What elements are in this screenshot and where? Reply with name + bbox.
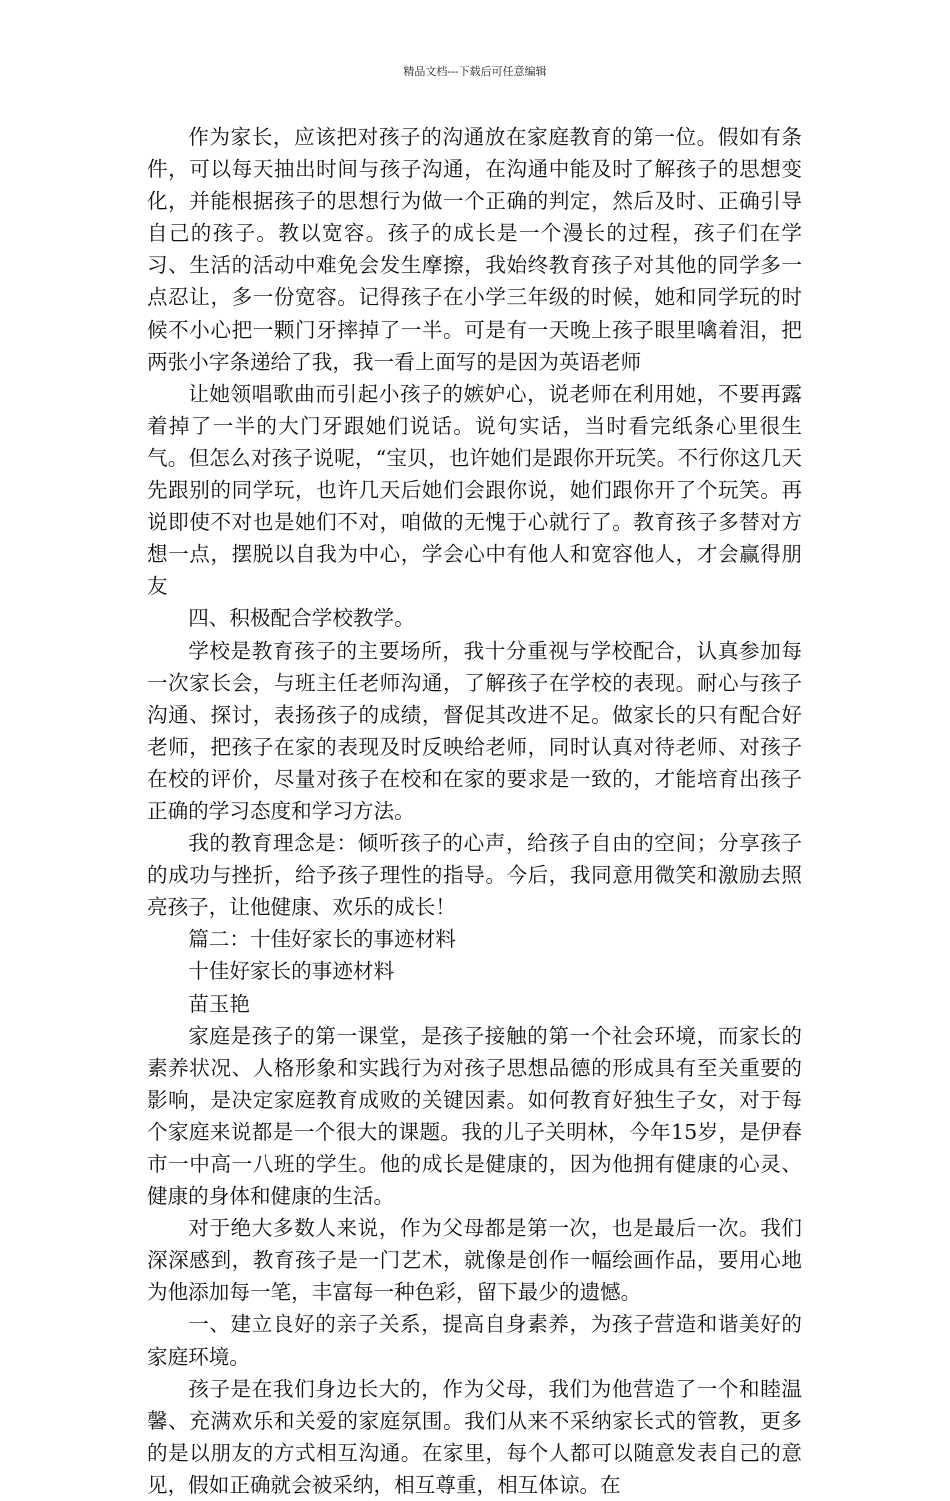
document-body [147,121,802,1501]
section-heading-parent-child-relationship: 一、建立良好的亲子关系，提高自身素养，为孩子营造和谐美好的家庭环境。 [147,1312,802,1369]
paragraph-family-atmosphere: 孩子是在我们身边长大的，作为父母，我们为他营造了一个和睦温馨、充满欢乐和关爱的家庭氛围。我们从来不采纳家长式的管教，更多的是以朋友的方式相互沟通。在家里，每个人都可以随意发表自己的意见，假如正确就会被采纳，相互尊重，相互体谅。在 [147,1376,802,1497]
page-header: 精品文档---下载后可任意编辑 [403,65,547,78]
article-two-title: 十佳好家长的事迹材料 [188,959,395,984]
article-two-heading: 篇二：十佳好家长的事迹材料 [188,927,456,952]
paragraph-school-cooperation: 学校是教育孩子的主要场所，我十分重视与学校配合，认真参加每一次家长会，与班主任老师沟通，了解孩子在学校的表现。耐心与孩子沟通、探讨，表扬孩子的成绩，督促其改进不足。做家长的只有配合好老师，把孩子在家的表现及时反映给老师，同时认真对待老师、对孩子在校的评价，尽量对孩子在校和在家的要求是一致的，才能培育出孩子正确的学习态度和学习方法。 [147,638,802,823]
section-heading-school-cooperation: 四、积极配合学校教学。 [188,606,415,631]
author-name: 苗玉艳 [188,991,250,1016]
paragraph-family-first-classroom: 家庭是孩子的第一课堂，是孩子接触的第一个社会环境，而家长的素养状况、人格形象和实践行为对孩子思想品德的形成具有至关重要的影响，是决定家庭教育成败的关键因素。如何教育好独生子女，对于每个家庭来说都是一个很大的课题。我的儿子关明林，今年15岁，是伊春市一中高一八班的学生。他的成长是健康的，因为他拥有健康的心灵、健康的身体和健康的生活。 [147,1023,802,1209]
paragraph-parenting-art: 对于绝大多数人来说，作为父母都是第一次，也是最后一次。我们深深感到，教育孩子是一门艺术，就像是创作一幅绘画作品，要用心地为他添加每一笔，丰富每一种色彩，留下最少的遗憾。 [147,1216,802,1305]
paragraph-tolerance-story: 让她领唱歌曲而引起小孩子的嫉妒心，说老师在利用她，不要再露着掉了一半的大门牙跟她们说话。说句实话，当时看完纸条心里很生气。但怎么对孩子说呢，“宝贝，也许她们是跟你开玩笑。不行你这几天先跟别的同学玩，也许几天后她们会跟你说，她们跟你开了个玩笑。再说即使不对也是她们不对，咱做的无愧于心就行了。教育孩子多替对方想一点，摆脱以自我为中心，学会心中有他人和宽容他人，才会赢得朋友 [147,381,802,599]
paragraph-education-philosophy: 我的教育理念是：倾听孩子的心声，给孩子自由的空间；分享孩子的成功与挫折，给予孩子理性的指导。今后，我同意用微笑和激励去照亮孩子，让他健康、欢乐的成长！ [147,831,802,920]
paragraph-communication: 作为家长，应该把对孩子的沟通放在家庭教育的第一位。假如有条件，可以每天抽出时间与孩子沟通，在沟通中能及时了解孩子的思想变化，并能根据孩子的思想行为做一个正确的判定，然后及时、正确引导自己的孩子。教以宽容。孩子的成长是一个漫长的过程，孩子们在学习、生活的活动中难免会发生摩擦，我始终教育孩子对其他的同学多一点忍让，多一份宽容。记得孩子在小学三年级的时候，她和同学玩的时候不小心把一颗门牙摔掉了一半。可是有一天晚上孩子眼里噙着泪，把两张小字条递给了我，我一看上面写的是因为英语老师 [147,125,802,374]
